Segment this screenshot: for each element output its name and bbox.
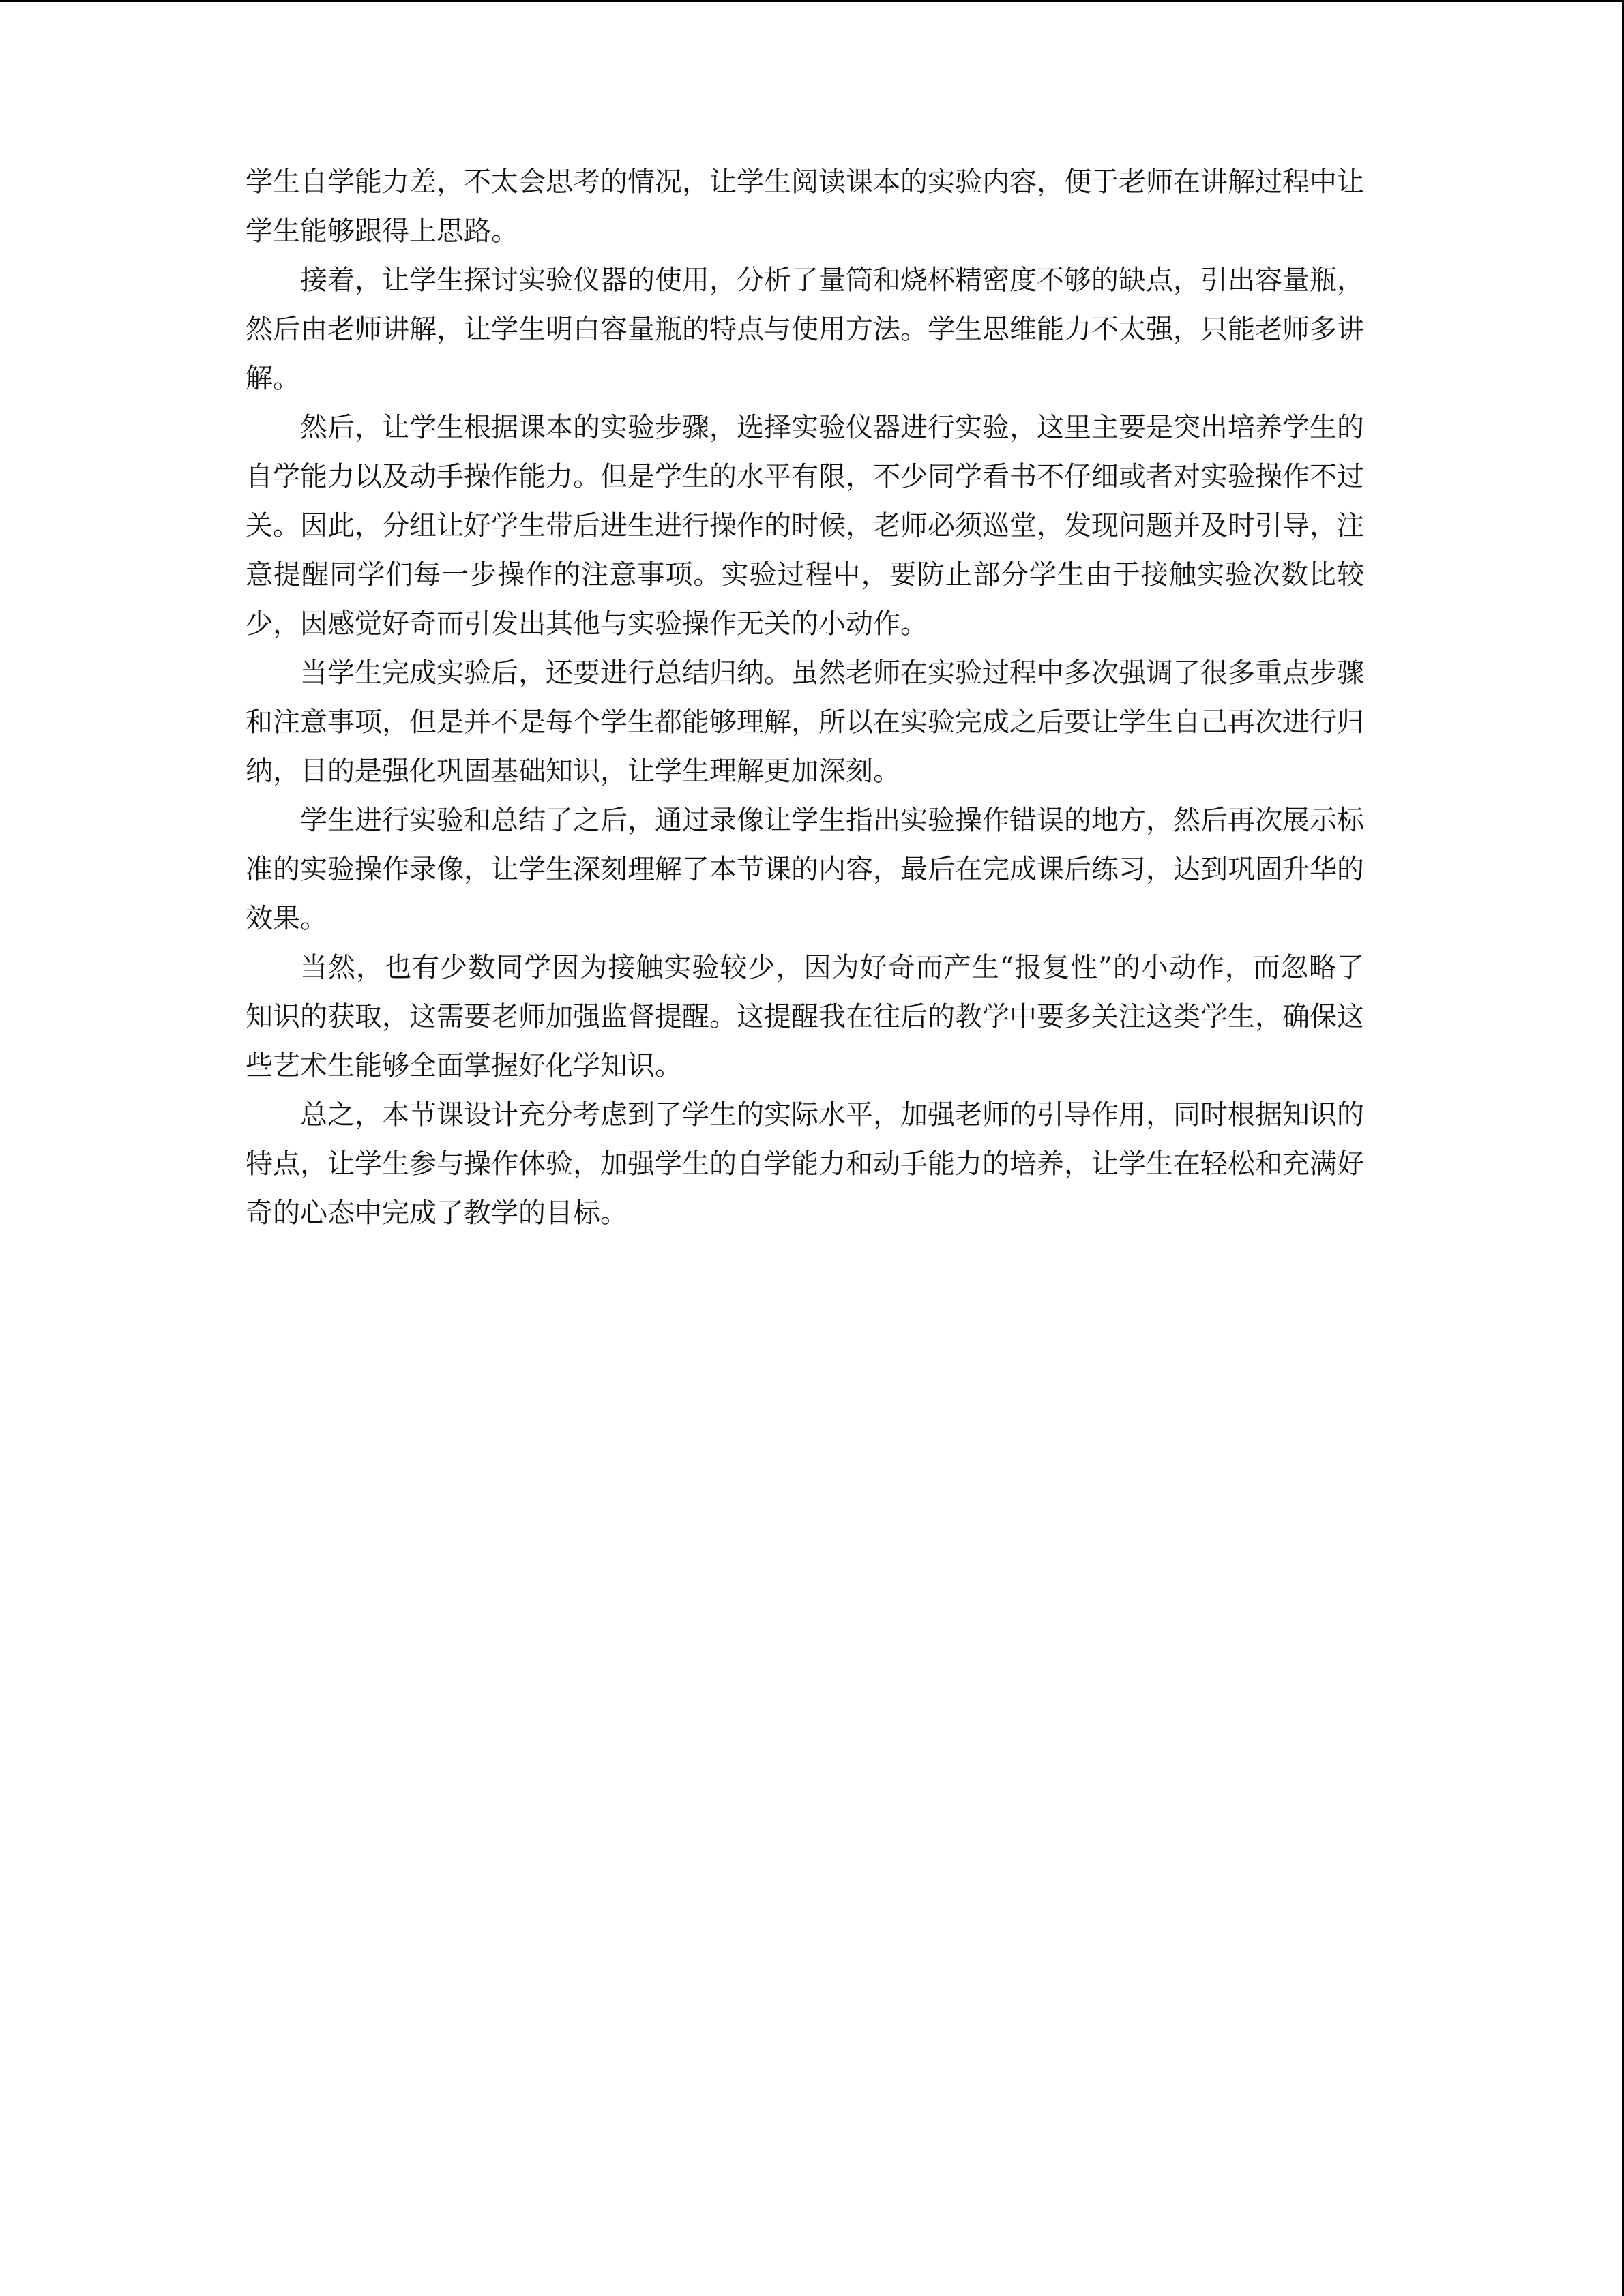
paragraph-5: 学生进行实验和总结了之后，通过录像让学生指出实验操作错误的地方，然后再次展示标准的实验操作录像，让学生深刻理解了本节课的内容，最后在完成课后练习，达到巩固升华的效果。 (246, 805, 1364, 934)
paragraph-3: 然后，让学生根据课本的实验步骤，选择实验仪器进行实验，这里主要是突出培养学生的自学能力以及动手操作能力。但是学生的水平有限，不少同学看书不仔细或者对实验操作不过关。因此，分组让好学生带后进生进行操作的时候，老师必须巡堂，发现问题并及时引导，注意提醒同学们每一步操作的注意事项。实验过程中，要防止部分学生由于接触实验次数比较少，因感觉好奇而引发出其他与实验操作无关的小动作。 (246, 412, 1364, 640)
document-body (246, 158, 1364, 1238)
paragraph-4: 当学生完成实验后，还要进行总结归纳。虽然老师在实验过程中多次强调了很多重点步骤和注意事项，但是并不是每个学生都能够理解，所以在实验完成之后要让学生自己再次进行归纳，目的是强化巩固基础知识，让学生理解更加深刻。 (246, 657, 1364, 787)
paragraph-1: 学生自学能力差，不太会思考的情况，让学生阅读课本的实验内容，便于老师在讲解过程中让学生能够跟得上思路。 (246, 166, 1364, 247)
paragraph-6: 当然，也有少数同学因为接触实验较少，因为好奇而产生“报复性”的小动作，而忽略了知识的获取，这需要老师加强监督提醒。这提醒我在往后的教学中要多关注这类学生，确保这些艺术生能够全面掌握好化学知识。 (246, 952, 1364, 1082)
paragraph-2: 接着，让学生探讨实验仪器的使用，分析了量筒和烧杯精密度不够的缺点，引出容量瓶，然后由老师讲解，让学生明白容量瓶的特点与使用方法。学生思维能力不太强，只能老师多讲解。 (246, 265, 1364, 394)
paragraph-7: 总之，本节课设计充分考虑到了学生的实际水平，加强老师的引导作用，同时根据知识的特点，让学生参与操作体验，加强学生的自学能力和动手能力的培养，让学生在轻松和充满好奇的心态中完成了教学的目标。 (246, 1099, 1364, 1229)
